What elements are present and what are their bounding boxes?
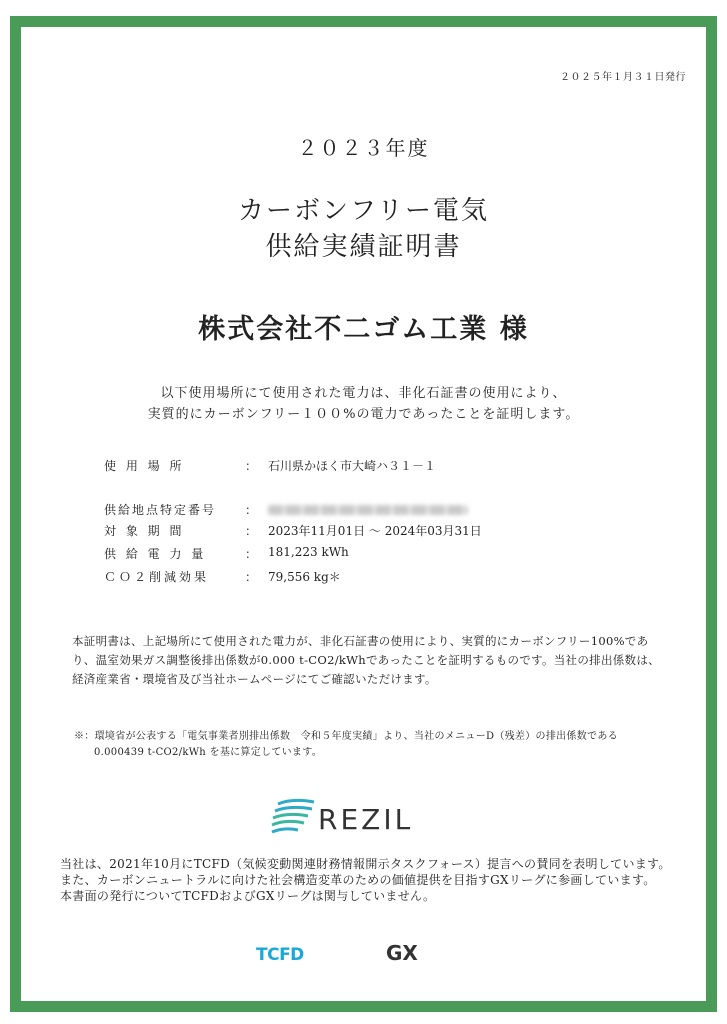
tcfd-logo: TCFD (256, 945, 304, 965)
co2-label: ＣＯ２削減効果 (104, 570, 210, 584)
recipient-name: 株式会社不二ゴム工業 様 (198, 314, 529, 345)
issue-date: ２０２５年１月３１日発行 (560, 72, 686, 83)
colon: ： (245, 547, 258, 561)
supply-value: 181,223 kWh (268, 545, 349, 559)
gx-league-logo: GX (386, 941, 418, 965)
location-label: 使 用 場 所 (104, 459, 185, 473)
body-line1: 本証明書は、上記場所にて使用された電力が、非化石証書の使用により、実質的にカーボンフリー100%であ (72, 634, 649, 648)
intro-line1: 以下使用場所にて使用された電力は、非化石証書の使用により、 (160, 386, 567, 401)
redacted-supply-point-number (268, 505, 468, 515)
footer-line3: 本書面の発行についてTCFDおよびGXリーグは関与していません。 (60, 889, 436, 903)
colon: ： (245, 459, 258, 473)
body-line2: り、温室効果ガス調整後排出係数が0.000 t-CO2/kWhであったことを証明するものです。当社の排出係数は、 (72, 653, 660, 667)
colon: ： (245, 524, 258, 538)
supply-label: 供 給 電 力 量 (104, 547, 207, 561)
title-line2: 供給実績証明書 (265, 232, 462, 262)
fiscal-year: ２０２３年度 (297, 136, 430, 160)
co2-value: 79,556 kg＊ (268, 570, 341, 584)
rezil-logo-text: REZIL (318, 803, 414, 836)
period-value: 2023年11月01日 ～ 2024年03月31日 (268, 524, 482, 538)
location-value: 石川県かほく市大崎ハ３１－１ (268, 459, 437, 473)
body-line3: 経済産業省・環境省及び当社ホームページにてご確認いただけます。 (72, 672, 437, 686)
title-line1: カーボンフリー電気 (238, 196, 489, 226)
note-line1: ※：環境省が公表する「電気事業者別排出係数 令和５年度実績」より、当社のメニューD（残差）の排出係数である (74, 731, 618, 742)
intro-line2: 実質的にカーボンフリー１００%の電力であったことを証明します。 (147, 407, 580, 422)
period-label: 対 象 期 間 (104, 524, 185, 538)
footer-line2: また、カーボンニュートラルに向けた社会構造変革のための価値提供を目指すGXリーグに参画しています。 (60, 873, 656, 887)
colon: ： (245, 503, 258, 517)
supply-point-label: 供給地点特定番号 (104, 503, 217, 517)
colon: ： (245, 570, 258, 584)
note-line2: 0.000439 t-CO2/kWh を基に算定しています。 (94, 747, 323, 758)
footer-line1: 当社は、2021年10月にTCFD（気候変動関連財務情報開示タスクフォース）提言への賛同を表明しています。 (60, 857, 671, 871)
